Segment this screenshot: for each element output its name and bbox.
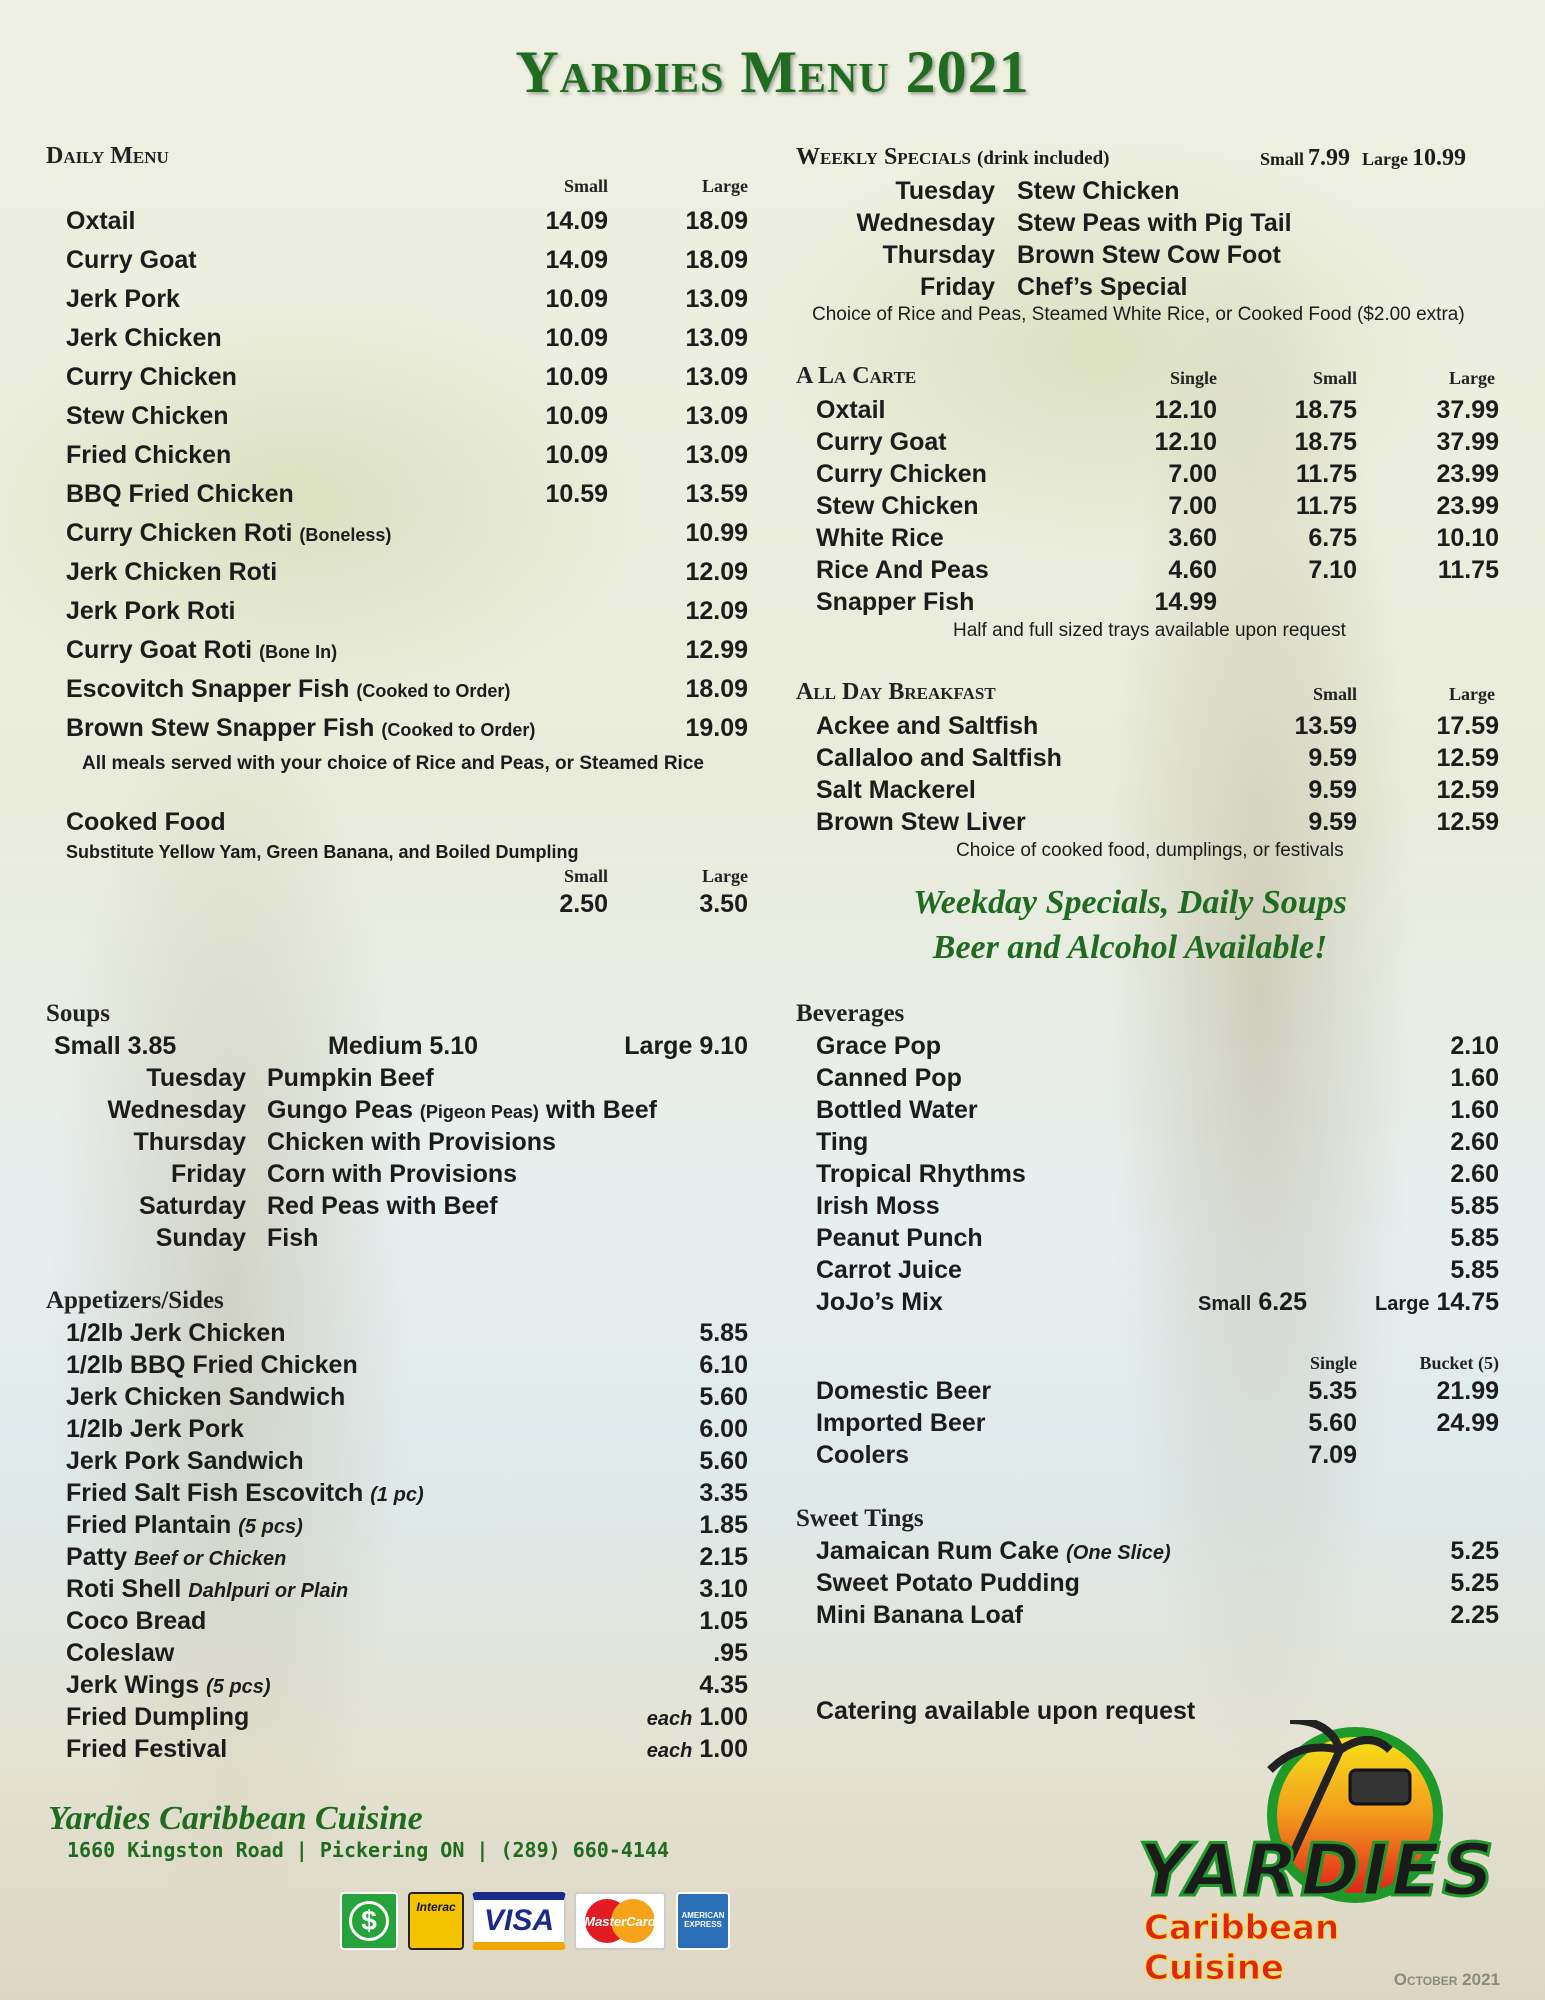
appetizer-price-value: 4.35 <box>699 1671 748 1699</box>
soup-tail: with Beef <box>545 1096 657 1124</box>
logo-wordmark: YARDIES <box>1138 1828 1497 1912</box>
appetizer-note: Beef or Chicken <box>134 1548 287 1570</box>
sweet-label: Jamaican Rum Cake <box>816 1537 1060 1565</box>
daily-item-label: Escovitch Snapper Fish <box>66 675 350 703</box>
jojo-large-price: 14.75 <box>1436 1288 1499 1316</box>
daily-item-small-price: 10.59 <box>545 480 608 508</box>
daily-item-small-price: 10.09 <box>545 441 608 469</box>
daily-item-name <box>66 402 229 431</box>
weekly-specials-title: Weekly Specials <box>796 144 971 170</box>
appetizer-price-value: 3.35 <box>699 1479 748 1507</box>
beverage-name: Irish Moss <box>816 1192 940 1220</box>
appetizers-title: Appetizers/Sides <box>46 1287 224 1314</box>
soup-name <box>267 1192 498 1221</box>
weekly-small-label: Small <box>1260 149 1305 169</box>
appetizer-price <box>600 1383 748 1412</box>
alc-large-price: 37.99 <box>1436 428 1499 456</box>
appetizer-name <box>66 1735 227 1764</box>
soup-label: Red Peas with Beef <box>267 1192 498 1220</box>
jojo-small <box>1198 1288 1307 1317</box>
soup-medium-price: 5.10 <box>429 1032 479 1060</box>
cooked-price-large: 3.50 <box>699 890 748 918</box>
catering-note: Catering available upon request <box>816 1697 1196 1725</box>
daily-item-large-price: 13.09 <box>685 363 748 391</box>
alc-single-price: 4.60 <box>1168 556 1217 584</box>
weekly-day: Wednesday <box>856 209 995 237</box>
appetizer-price-value: 5.60 <box>699 1383 748 1411</box>
appetizer-label: Jerk Pork Sandwich <box>66 1447 304 1475</box>
appetizer-name <box>66 1511 303 1540</box>
daily-item-note: (Cooked to Order) <box>381 720 536 740</box>
daily-item-large-price: 10.99 <box>685 519 748 547</box>
daily-menu-title: Daily Menu <box>46 143 169 169</box>
beverage-price: 2.60 <box>1450 1160 1499 1188</box>
sweet-price: 5.25 <box>1450 1537 1499 1565</box>
beverage-price: 5.85 <box>1450 1224 1499 1252</box>
breakfast-footnote: Choice of cooked food, dumplings, or festivals <box>956 840 1344 861</box>
weekly-day: Thursday <box>882 241 995 269</box>
appetizer-label: Patty <box>66 1543 128 1571</box>
daily-item-note: (Cooked to Order) <box>356 681 511 701</box>
weekly-specials-title-row <box>796 144 1110 171</box>
daily-item-name <box>66 714 535 743</box>
appetizer-price <box>600 1575 748 1604</box>
soup-name <box>267 1224 318 1253</box>
alc-large-price: 10.10 <box>1436 524 1499 552</box>
appetizer-name <box>66 1607 206 1636</box>
appetizer-price <box>600 1511 748 1540</box>
daily-item-large-price: 12.09 <box>685 597 748 625</box>
appetizer-note: (1 pc) <box>370 1484 424 1506</box>
appetizer-price-value: 1.05 <box>699 1607 748 1635</box>
mastercard-icon <box>574 1892 666 1950</box>
appetizer-label: 1/2lb Jerk Pork <box>66 1415 244 1443</box>
breakfast-item-name: Brown Stew Liver <box>816 808 1026 836</box>
sweet-name <box>816 1569 1080 1598</box>
jojo-small-price: 6.25 <box>1258 1288 1307 1316</box>
appetizer-price-value: 6.10 <box>699 1351 748 1379</box>
daily-item-small-price: 10.09 <box>545 324 608 352</box>
daily-item-label: Jerk Pork Roti <box>66 597 236 625</box>
alc-col-large: Large <box>1449 368 1495 388</box>
alc-single-price: 14.99 <box>1154 588 1217 616</box>
appetizer-label: Fried Salt Fish Escovitch <box>66 1479 364 1507</box>
breakfast-small-price: 13.59 <box>1294 712 1357 740</box>
weekly-dish: Stew Chicken <box>1017 177 1180 205</box>
appetizer-label: 1/2lb BBQ Fried Chicken <box>66 1351 358 1379</box>
alc-small-price: 18.75 <box>1294 396 1357 424</box>
restaurant-address: 1660 Kingston Road | Pickering ON | (289) 660-4144 <box>67 1838 670 1862</box>
beer-name: Domestic Beer <box>816 1377 992 1405</box>
appetizer-price-prefix: each <box>646 1740 693 1762</box>
daily-item-name <box>66 246 197 275</box>
daily-item-name <box>66 597 236 626</box>
appetizer-name <box>66 1415 244 1444</box>
promo-line-2: Beer and Alcohol Available! <box>932 929 1328 966</box>
daily-item-label: Curry Goat Roti <box>66 636 253 664</box>
appetizer-price <box>600 1447 748 1476</box>
weekly-footnote: Choice of Rice and Peas, Steamed White Rice, or Cooked Food ($2.00 extra) <box>812 304 1465 325</box>
appetizer-note: (5 pcs) <box>206 1676 271 1698</box>
appetizer-price-value: 1.00 <box>699 1703 748 1731</box>
weekly-dish: Chef’s Special <box>1017 273 1188 301</box>
daily-item-label: Oxtail <box>66 207 136 235</box>
beer-single-price: 7.09 <box>1308 1441 1357 1469</box>
sweet-label: Mini Banana Loaf <box>816 1601 1023 1629</box>
alc-col-single: Single <box>1169 368 1217 388</box>
daily-item-small-price: 10.09 <box>545 363 608 391</box>
breakfast-title: All Day Breakfast <box>796 679 996 705</box>
alc-single-price: 7.00 <box>1168 460 1217 488</box>
daily-item-label: Stew Chicken <box>66 402 229 430</box>
appetizer-note: (5 pcs) <box>238 1516 303 1538</box>
appetizer-price <box>600 1543 748 1572</box>
appetizer-note: Dahlpuri or Plain <box>188 1580 349 1602</box>
appetizer-name <box>66 1543 286 1572</box>
beverage-name: Tropical Rhythms <box>816 1160 1026 1188</box>
breakfast-item-name: Ackee and Saltfish <box>816 712 1039 740</box>
jojo-small-label: Small <box>1198 1293 1252 1315</box>
appetizer-name <box>66 1319 286 1348</box>
alc-single-price: 7.00 <box>1168 492 1217 520</box>
appetizer-price-value: 5.85 <box>699 1319 748 1347</box>
beverage-name: Grace Pop <box>816 1032 942 1060</box>
daily-item-label: Curry Chicken <box>66 363 237 391</box>
alc-single-price: 12.10 <box>1154 396 1217 424</box>
appetizer-label: Jerk Chicken Sandwich <box>66 1383 346 1411</box>
mastercard-label: MasterCard <box>584 1913 656 1929</box>
beer-col-single: Single <box>1309 1353 1357 1373</box>
breakfast-large-price: 12.59 <box>1436 776 1499 804</box>
menu-date: October 2021 <box>1393 1970 1500 1989</box>
daily-item-name <box>66 519 391 548</box>
promo-line-1: Weekday Specials, Daily Soups <box>913 884 1347 921</box>
appetizer-name <box>66 1479 424 1508</box>
appetizer-price <box>600 1351 748 1380</box>
daily-item-label: Jerk Chicken <box>66 324 222 352</box>
appetizer-name <box>66 1703 249 1732</box>
beer-single-price: 5.60 <box>1308 1409 1357 1437</box>
appetizer-label: Jerk Wings <box>66 1671 200 1699</box>
daily-item-large-price: 12.09 <box>685 558 748 586</box>
weekly-small-price: 7.99 <box>1308 145 1351 171</box>
weekly-large-label: Large <box>1362 149 1408 169</box>
daily-item-label: Jerk Pork <box>66 285 180 313</box>
alc-small-price: 18.75 <box>1294 428 1357 456</box>
soup-large-label: Large <box>624 1032 693 1060</box>
beverages-title: Beverages <box>796 1000 905 1027</box>
appetizer-price <box>600 1415 748 1444</box>
breakfast-small-price: 9.59 <box>1308 776 1357 804</box>
jojo-name: JoJo’s Mix <box>816 1288 943 1316</box>
weekly-dish: Brown Stew Cow Foot <box>1017 241 1281 269</box>
daily-item-label: BBQ Fried Chicken <box>66 480 294 508</box>
daily-item-large-price: 13.59 <box>685 480 748 508</box>
appetizer-label: Fried Plantain <box>66 1511 232 1539</box>
beer-col-bucket: Bucket (5) <box>1419 1353 1499 1373</box>
alc-large-price: 23.99 <box>1436 460 1499 488</box>
appetizer-price-prefix: each <box>646 1708 693 1730</box>
soup-name <box>267 1128 556 1157</box>
appetizer-price <box>600 1735 748 1764</box>
weekly-day: Tuesday <box>895 177 995 205</box>
beer-bucket-price: 21.99 <box>1436 1377 1499 1405</box>
daily-item-large-price: 12.99 <box>685 636 748 664</box>
appetizer-price <box>600 1319 748 1348</box>
appetizer-price <box>600 1607 748 1636</box>
soup-label: Pumpkin Beef <box>267 1064 434 1092</box>
alc-item-name: Curry Goat <box>816 428 947 456</box>
soup-label: Fish <box>267 1224 319 1252</box>
breakfast-item-name: Callaloo and Saltfish <box>816 744 1062 772</box>
cooked-food-subtitle: Substitute Yellow Yam, Green Banana, and Boiled Dumpling <box>66 842 579 862</box>
restaurant-name: Yardies Caribbean Cuisine <box>48 1800 423 1837</box>
soup-label: Corn with Provisions <box>267 1160 518 1188</box>
daily-item-name <box>66 558 277 587</box>
daily-item-large-price: 19.09 <box>685 714 748 742</box>
appetizer-price-value: 5.60 <box>699 1447 748 1475</box>
soup-label: Chicken with Provisions <box>267 1128 556 1156</box>
cooked-price-small: 2.50 <box>559 890 608 918</box>
appetizer-price-value: 3.10 <box>699 1575 748 1603</box>
appetizer-price-value: .95 <box>713 1639 748 1667</box>
appetizer-price <box>600 1703 748 1732</box>
alc-item-name: Curry Chicken <box>816 460 987 488</box>
cooked-col-small: Small <box>563 866 608 886</box>
alc-small-price: 11.75 <box>1295 460 1357 488</box>
daily-col-large: Large <box>702 176 748 196</box>
soup-name <box>267 1064 434 1093</box>
breakfast-large-price: 12.59 <box>1436 744 1499 772</box>
daily-item-name <box>66 441 231 470</box>
daily-item-large-price: 13.09 <box>685 441 748 469</box>
soup-size-large <box>560 1032 748 1061</box>
alc-item-name: Stew Chicken <box>816 492 979 520</box>
sweet-tings-title: Sweet Tings <box>796 1505 924 1532</box>
soup-day: Friday <box>170 1160 246 1188</box>
daily-item-large-price: 13.09 <box>685 285 748 313</box>
daily-item-large-price: 18.09 <box>685 675 748 703</box>
alc-single-price: 3.60 <box>1168 524 1217 552</box>
daily-item-large-price: 13.09 <box>685 324 748 352</box>
alc-small-price: 6.75 <box>1308 524 1357 552</box>
daily-item-name <box>66 285 180 314</box>
appetizer-name <box>66 1447 304 1476</box>
breakfast-col-small: Small <box>1312 684 1357 704</box>
jojo-large <box>1340 1288 1499 1317</box>
breakfast-small-price: 9.59 <box>1308 744 1357 772</box>
cooked-col-large: Large <box>702 866 748 886</box>
soup-label: Gungo Peas <box>267 1096 413 1124</box>
alc-footnote: Half and full sized trays available upon request <box>953 620 1346 641</box>
appetizer-label: Fried Dumpling <box>66 1703 250 1731</box>
soup-size-small <box>54 1032 176 1061</box>
daily-item-small-price: 10.09 <box>545 285 608 313</box>
appetizer-name <box>66 1575 348 1604</box>
breakfast-col-large: Large <box>1449 684 1495 704</box>
daily-item-note: (Boneless) <box>299 525 392 545</box>
daily-item-name <box>66 324 222 353</box>
daily-item-label: Curry Goat <box>66 246 197 274</box>
appetizer-price <box>600 1479 748 1508</box>
beverage-name: Bottled Water <box>816 1096 978 1124</box>
daily-item-large-price: 13.09 <box>685 402 748 430</box>
breakfast-small-price: 9.59 <box>1308 808 1357 836</box>
alc-item-name: Rice And Peas <box>816 556 989 584</box>
daily-col-small: Small <box>563 176 608 196</box>
soup-small-label: Small <box>54 1032 121 1060</box>
soup-medium-label: Medium <box>328 1032 423 1060</box>
beverage-name: Peanut Punch <box>816 1224 983 1252</box>
sweet-name <box>816 1537 1171 1566</box>
soup-day: Thursday <box>133 1128 246 1156</box>
appetizer-name <box>66 1383 345 1412</box>
alc-small-price: 11.75 <box>1295 492 1357 520</box>
beverage-price: 1.60 <box>1450 1064 1499 1092</box>
soups-title: Soups <box>46 1000 110 1027</box>
breakfast-item-name: Salt Mackerel <box>816 776 976 804</box>
alc-single-price: 12.10 <box>1154 428 1217 456</box>
soup-day: Tuesday <box>146 1064 246 1092</box>
daily-item-small-price: 10.09 <box>545 402 608 430</box>
appetizer-label: Fried Festival <box>66 1735 228 1763</box>
daily-item-name <box>66 636 337 665</box>
sweet-label: Sweet Potato Pudding <box>816 1569 1080 1597</box>
weekly-dish: Stew Peas with Pig Tail <box>1017 209 1292 237</box>
daily-item-note: (Bone In) <box>259 642 338 662</box>
beer-single-price: 5.35 <box>1308 1377 1357 1405</box>
daily-item-small-price: 14.09 <box>545 246 608 274</box>
soup-small-price: 3.85 <box>127 1032 177 1060</box>
visa-icon: VISA <box>472 1892 566 1950</box>
beverage-name: Carrot Juice <box>816 1256 962 1284</box>
alc-large-price: 23.99 <box>1436 492 1499 520</box>
soup-day: Sunday <box>155 1224 246 1252</box>
beverage-price: 2.60 <box>1450 1128 1499 1156</box>
appetizer-price-value: 6.00 <box>699 1415 748 1443</box>
sweet-name <box>816 1601 1023 1630</box>
beer-name: Imported Beer <box>816 1409 986 1437</box>
appetizer-name <box>66 1639 174 1668</box>
appetizer-name <box>66 1671 271 1700</box>
alc-large-price: 37.99 <box>1436 396 1499 424</box>
appetizer-price <box>600 1671 748 1700</box>
appetizer-label: 1/2lb Jerk Chicken <box>66 1319 286 1347</box>
soup-name <box>267 1160 517 1189</box>
daily-footnote: All meals served with your choice of Rice and Peas, or Steamed Rice <box>82 753 704 774</box>
weekly-specials-prices <box>1260 145 1466 172</box>
a-la-carte-title: A La Carte <box>796 363 917 389</box>
interac-icon: Interac <box>408 1892 464 1950</box>
appetizer-price-value: 1.85 <box>699 1511 748 1539</box>
appetizer-name <box>66 1351 358 1380</box>
soup-size-medium <box>328 1032 478 1061</box>
beer-bucket-price: 24.99 <box>1436 1409 1499 1437</box>
soup-day: Wednesday <box>107 1096 246 1124</box>
cash-icon <box>340 1892 398 1950</box>
soup-note: (Pigeon Peas) <box>419 1102 539 1122</box>
logo-subtitle: Caribbean Cuisine <box>1144 1908 1340 1988</box>
menu-title: Yardies Menu 2021 <box>515 39 1030 105</box>
appetizer-label: Coco Bread <box>66 1607 207 1635</box>
cooked-food-title: Cooked Food <box>66 808 226 836</box>
breakfast-large-price: 12.59 <box>1436 808 1499 836</box>
daily-item-label: Brown Stew Snapper Fish <box>66 714 375 742</box>
breakfast-large-price: 17.59 <box>1436 712 1499 740</box>
appetizer-price <box>600 1639 748 1668</box>
alc-small-price: 7.10 <box>1308 556 1357 584</box>
sweet-price: 2.25 <box>1450 1601 1499 1629</box>
beverage-price: 5.85 <box>1450 1256 1499 1284</box>
appetizer-label: Roti Shell <box>66 1575 182 1603</box>
appetizer-label: Coleslaw <box>66 1639 175 1667</box>
beer-name: Coolers <box>816 1441 910 1469</box>
daily-item-large-price: 18.09 <box>685 246 748 274</box>
daily-item-small-price: 14.09 <box>545 207 608 235</box>
soup-large-price: 9.10 <box>699 1032 748 1060</box>
beverage-name: Ting <box>816 1128 869 1156</box>
daily-item-label: Fried Chicken <box>66 441 232 469</box>
amex-icon: AMERICAN EXPRESS <box>676 1892 730 1950</box>
weekly-specials-note: (drink included) <box>977 148 1110 169</box>
weekly-large-price: 10.99 <box>1412 145 1466 171</box>
daily-item-large-price: 18.09 <box>685 207 748 235</box>
daily-item-name <box>66 675 510 704</box>
alc-item-name: Oxtail <box>816 396 886 424</box>
beverage-price: 2.10 <box>1450 1032 1499 1060</box>
alc-col-small: Small <box>1312 368 1357 388</box>
cash-symbol: $ <box>349 1901 389 1941</box>
alc-item-name: Snapper Fish <box>816 588 975 616</box>
daily-item-name <box>66 207 135 236</box>
soup-day: Saturday <box>139 1192 246 1220</box>
weekly-day: Friday <box>919 273 995 301</box>
sweet-note: (One Slice) <box>1066 1542 1171 1564</box>
daily-item-name <box>66 480 294 509</box>
daily-item-label: Curry Chicken Roti <box>66 519 293 547</box>
daily-item-label: Jerk Chicken Roti <box>66 558 278 586</box>
appetizer-price-value: 1.00 <box>699 1735 748 1763</box>
beverage-price: 1.60 <box>1450 1096 1499 1124</box>
appetizer-price-value: 2.15 <box>699 1543 748 1571</box>
beverage-price: 5.85 <box>1450 1192 1499 1220</box>
alc-item-name: White Rice <box>816 524 944 552</box>
alc-large-price: 11.75 <box>1437 556 1499 584</box>
beverage-name: Canned Pop <box>816 1064 962 1092</box>
jojo-large-label: Large <box>1375 1293 1430 1315</box>
daily-item-name <box>66 363 237 392</box>
soup-name <box>267 1096 657 1125</box>
sweet-price: 5.25 <box>1450 1569 1499 1597</box>
